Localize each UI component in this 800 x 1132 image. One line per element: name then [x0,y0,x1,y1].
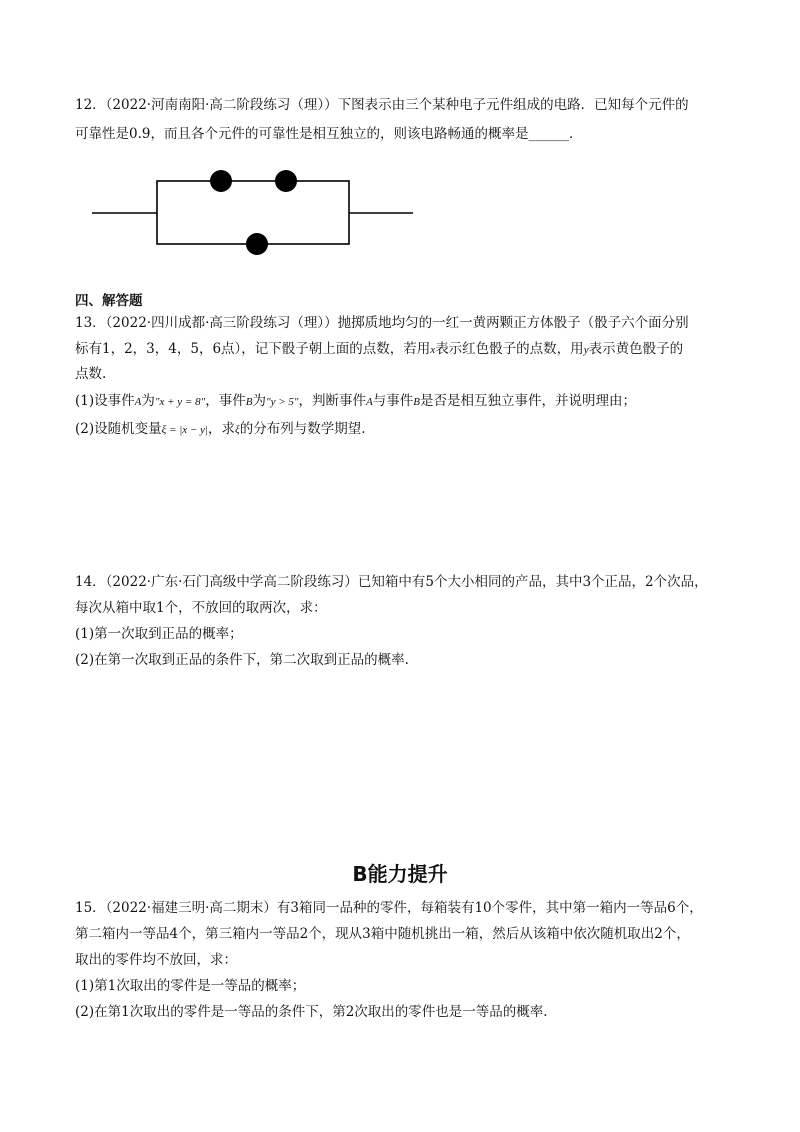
q14-part2: (2)在第一次取到正品的条件下，第二次取到正品的概率. [75,652,409,668]
q12-line2: 可靠性是0.9，而且各个元件的可靠性是相互独立的，则该电路畅通的概率是______． [75,126,583,142]
section-title-b: B能力提升 [352,862,448,886]
circuit-element-2 [275,170,297,192]
q14-line1: 14．（2022·广东·石门高级中学高二阶段练习）已知箱中有5个大小相同的产品，其中3个正品，2个次品， [75,574,708,590]
q14-part1: (1)第一次取到正品的概率； [75,626,243,642]
q13-line1: 13．（2022·四川成都·高三阶段练习（理））抛掷质地均匀的一红一黄两颗正方体骰子（骰子六个面分别 [75,315,689,331]
section-title-answer: 四、解答题 [75,293,143,309]
circuit-element-1 [210,170,232,192]
q15-line1: 15．（2022·福建三明·高二期末）有3箱同一品种的零件，每箱装有10个零件，其中第一箱内一等品6个， [75,900,703,916]
q15-part2: (2)在第1次取出的零件是一等品的条件下，第2次取出的零件也是一等品的概率. [75,1004,548,1020]
q15-line2: 第二箱内一等品4个，第三箱内一等品2个，现从3箱中随机挑出一箱，然后从该箱中依次随机取出2个， [75,926,690,942]
q15-line3: 取出的零件均不放回，求： [75,952,237,968]
q13-part1: (1)设事件A为"x + y = 8"，事件B为"y > 5"，判断事件A与事件B是否是相互独立事件，并说明理由； [75,393,636,409]
q13-part2: (2)设随机变量ξ = |x − y|，求ξ的分布列与数学期望. [75,421,366,437]
q12-line1: 12．（2022·河南南阳·高二阶段练习（理））下图表示由三个某种电子元件组成的电路．已知每个元件的 [75,97,689,113]
circuit-diagram [0,0,800,270]
q15-part1: (1)第1次取出的零件是一等品的概率； [75,978,306,994]
q13-line3: 点数. [75,366,107,382]
circuit-element-3 [246,233,268,255]
q13-line2: 标有1，2，3，4，5，6点），记下骰子朝上面的点数，若用x表示红色骰子的点数，用y表示黄色骰子的 [75,341,684,357]
q14-line2: 每次从箱中取1个，不放回的取两次，求： [75,600,327,616]
